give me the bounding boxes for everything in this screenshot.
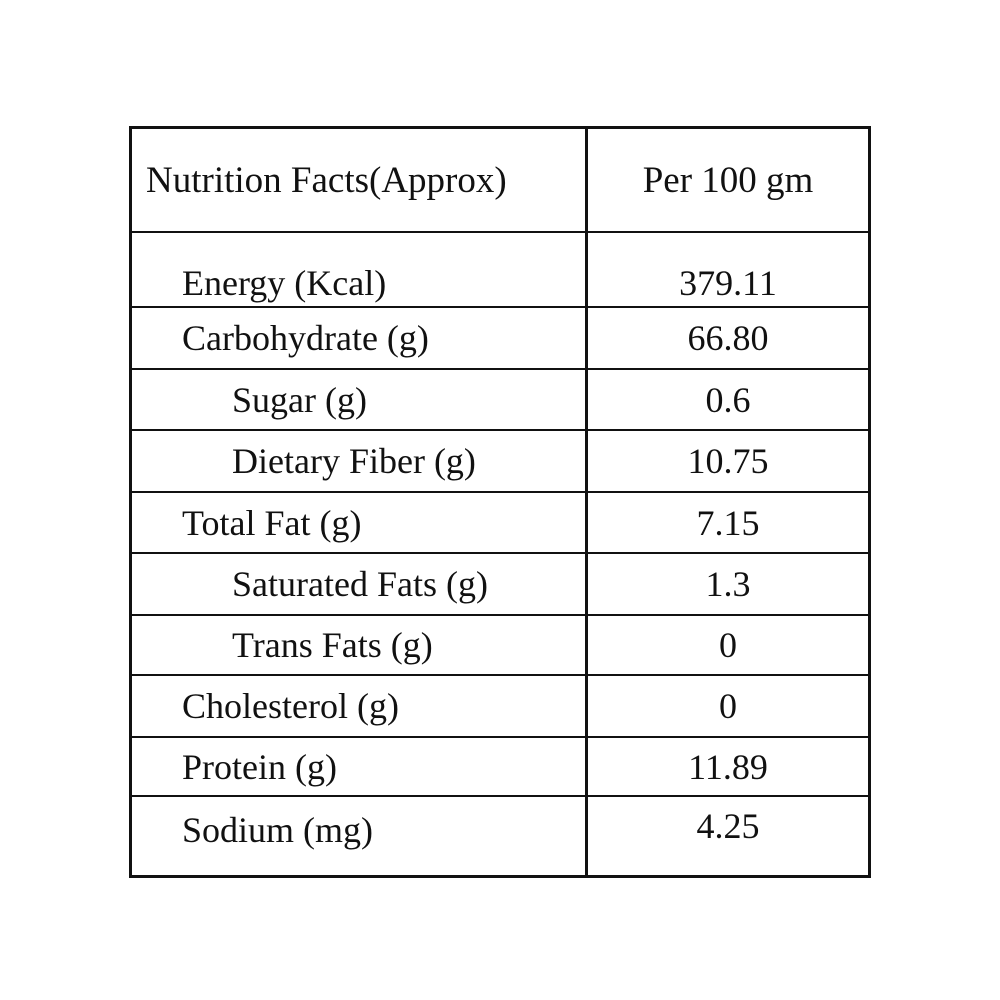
table-row [132,431,868,493]
row-label-dietary-fiber: Dietary Fiber (g) [232,441,476,481]
table-row [132,616,868,676]
row-label-sugar: Sugar (g) [232,379,367,420]
row-value-total-fat: 7.15 [696,502,760,543]
row-value-trans-fats: 0 [719,625,737,665]
row-label-trans-fats: Trans Fats (g) [232,625,433,665]
table-row [132,308,868,370]
row-value-sugar: 0.6 [705,379,751,420]
row-label-protein: Protein (g) [182,746,337,787]
table-row [132,370,868,431]
table-header-row [132,129,868,233]
row-value-protein: 11.89 [688,746,768,787]
table-row [132,233,868,308]
table-row [132,797,868,875]
nutrition-facts-table [129,126,871,878]
table-row [132,493,868,554]
row-label-total-fat: Total Fat (g) [182,502,362,543]
row-label-carbohydrate: Carbohydrate (g) [182,318,429,358]
table-row [132,554,868,616]
row-value-sodium: 4.25 [696,806,760,846]
row-label-sodium: Sodium (mg) [182,810,374,850]
table-row [132,676,868,738]
row-value-dietary-fiber: 10.75 [687,441,769,481]
row-label-cholesterol: Cholesterol (g) [182,686,399,726]
row-value-cholesterol: 0 [719,686,737,726]
header-value: Per 100 gm [642,159,814,201]
row-value-energy: 379.11 [679,262,777,303]
column-divider [585,129,588,875]
row-value-saturated-fats: 1.3 [705,564,751,604]
row-value-carbohydrate: 66.80 [687,318,769,358]
row-label-saturated-fats: Saturated Fats (g) [232,564,488,604]
row-label-energy: Energy (Kcal) [182,262,387,303]
table-row [132,738,868,797]
header-label: Nutrition Facts(Approx) [146,159,507,201]
